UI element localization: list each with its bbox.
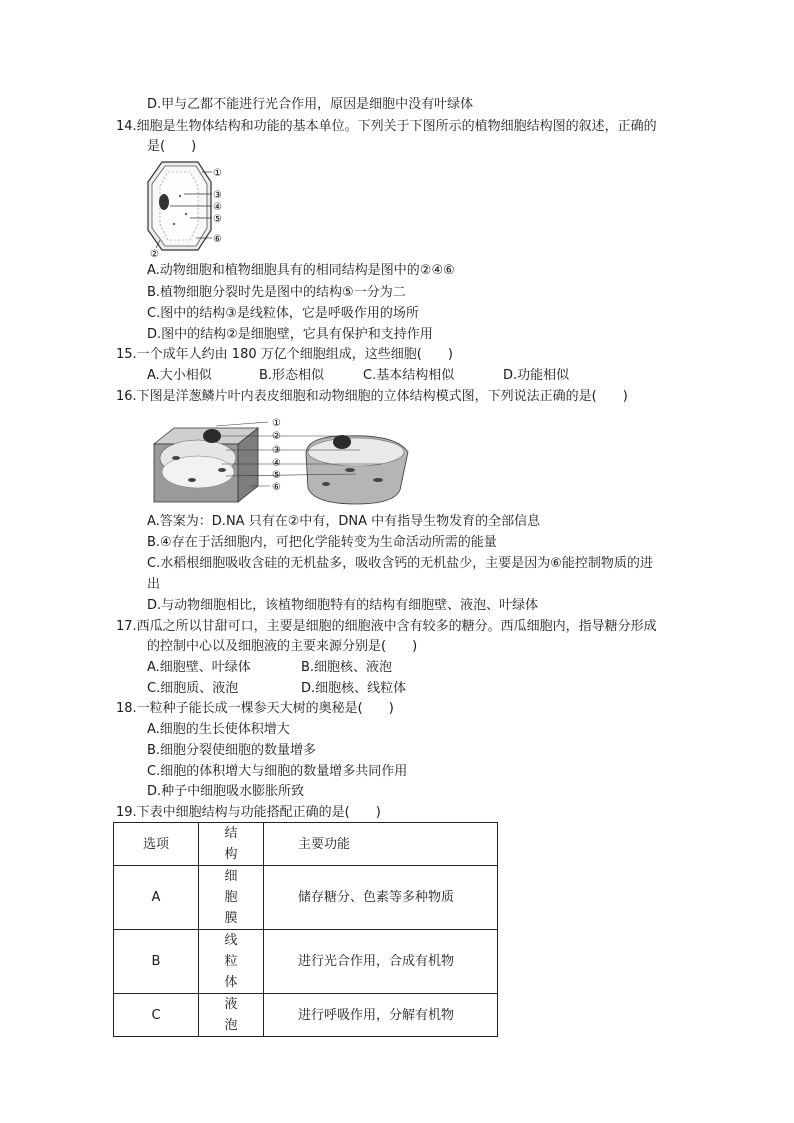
cell3d-label-4: ④	[272, 458, 281, 469]
q16-option-a: A.答案为：D.NA 只有在②中有，DNA 中有指导生物发育的全部信息	[147, 514, 541, 529]
row-c-option: C	[114, 994, 199, 1037]
row-c-structure: 液泡	[224, 997, 238, 1033]
row-b-option: B	[114, 930, 199, 994]
q17-option-c: C.细胞质、液泡	[147, 681, 239, 696]
q17-stem-line2: 的控制中心以及细胞液的主要来源分别是( )	[147, 639, 418, 654]
plant-cell-label-1: ①	[213, 168, 222, 179]
cell3d-label-5: ⑤	[272, 470, 281, 481]
q13-option-d: D.甲与乙都不能进行光合作用，原因是细胞中没有叶绿体	[147, 97, 474, 112]
q15-option-d: D.功能相似	[503, 368, 570, 383]
q18-stem: 18.一粒种子能长成一棵参天大树的奥秘是( )	[116, 701, 394, 716]
table-header-row	[114, 823, 498, 866]
q14-option-c: C.图中的结构③是线粒体，它是呼吸作用的场所	[147, 306, 419, 321]
plant-cell-label-3: ③	[213, 190, 222, 201]
q14-stem-line2: 是( )	[147, 139, 197, 154]
row-c-function: 进行呼吸作用，分解有机物	[264, 994, 498, 1037]
q17-option-a: A.细胞壁、叶绿体	[147, 660, 251, 675]
table-row	[114, 866, 498, 930]
plant-cell-label-4: ④	[213, 202, 222, 213]
q16-option-d: D.与动物细胞相比，该植物细胞特有的结构有细胞壁、液泡、叶绿体	[147, 598, 539, 613]
q16-stem: 16.下图是洋葱鳞片叶内表皮细胞和动物细胞的立体结构模式图，下列说法正确的是( )	[116, 389, 628, 404]
cell3d-label-2: ②	[272, 431, 281, 442]
plant-cell-label-5: ⑤	[213, 214, 222, 225]
q15-stem: 15.一个成年人约由 180 万亿个细胞组成，这些细胞( )	[116, 347, 453, 362]
q15-options	[147, 367, 647, 385]
plant-cell-label-2: ②	[150, 249, 159, 260]
table-row	[114, 994, 498, 1037]
cell3d-label-1: ①	[272, 418, 281, 429]
header-option: 选项	[114, 823, 199, 866]
q18-option-d: D.种子中细胞吸水膨胀所致	[147, 784, 305, 799]
table-row	[114, 930, 498, 994]
row-b-function: 进行光合作用，合成有机物	[264, 930, 498, 994]
q16-option-c-line1: C.水稻根细胞吸收含硅的无机盐多，吸收含钙的无机盐少，主要是因为⑥能控制物质的进	[147, 556, 653, 571]
plant-cell-figure	[140, 158, 250, 260]
header-structure-cell	[199, 823, 264, 866]
q19-stem: 19.下表中细胞结构与功能搭配正确的是( )	[116, 805, 381, 820]
q15-option-c: C.基本结构相似	[363, 368, 455, 383]
q18-option-b: B.细胞分裂使细胞的数量增多	[147, 743, 317, 758]
row-a-function: 储存糖分、色素等多种物质	[264, 866, 498, 930]
q16-option-b: B.④存在于活细胞内，可把化学能转变为生命活动所需的能量	[147, 535, 497, 550]
q15-option-a: A.大小相似	[147, 368, 212, 383]
plant-cell-label-6: ⑥	[213, 234, 222, 245]
q17-options-row1	[147, 659, 547, 677]
q17-option-b: B.细胞核、液泡	[301, 660, 393, 675]
cell-3d-figure	[146, 414, 418, 510]
q14-option-d: D.图中的结构②是细胞壁，它具有保护和支持作用	[147, 327, 433, 342]
cell3d-label-6: ⑥	[272, 482, 281, 493]
header-structure: 结构	[224, 826, 238, 862]
q14-option-a: A.动物细胞和植物细胞具有的相同结构是图中的②④⑥	[147, 263, 455, 278]
q14-stem-line1: 14.细胞是生物体结构和功能的基本单位。下列关于下图所示的植物细胞结构图的叙述，正确的	[116, 119, 657, 134]
header-function: 主要功能	[264, 823, 498, 866]
q16-option-c-line2: 出	[147, 577, 161, 592]
q15-option-b: B.形态相似	[259, 368, 325, 383]
row-b-structure: 线粒体	[224, 933, 238, 990]
row-a-structure: 细胞膜	[224, 869, 238, 926]
structure-function-table	[113, 822, 498, 1037]
row-b-structure-cell	[199, 930, 264, 994]
row-a-structure-cell	[199, 866, 264, 930]
q14-option-b: B.植物细胞分裂时先是图中的结构⑤一分为二	[147, 285, 406, 300]
q18-option-a: A.细胞的生长使体积增大	[147, 722, 290, 737]
row-c-structure-cell	[199, 994, 264, 1037]
q17-options-row2	[147, 680, 547, 698]
q17-stem-line1: 17.西瓜之所以甘甜可口，主要是细胞的细胞液中含有较多的糖分。西瓜细胞内，指导糖分形成	[116, 619, 657, 634]
row-a-option: A	[114, 866, 199, 930]
q17-option-d: D.细胞核、线粒体	[301, 681, 407, 696]
q18-option-c: C.细胞的体积增大与细胞的数量增多共同作用	[147, 764, 408, 779]
cell3d-label-3: ③	[272, 445, 281, 456]
